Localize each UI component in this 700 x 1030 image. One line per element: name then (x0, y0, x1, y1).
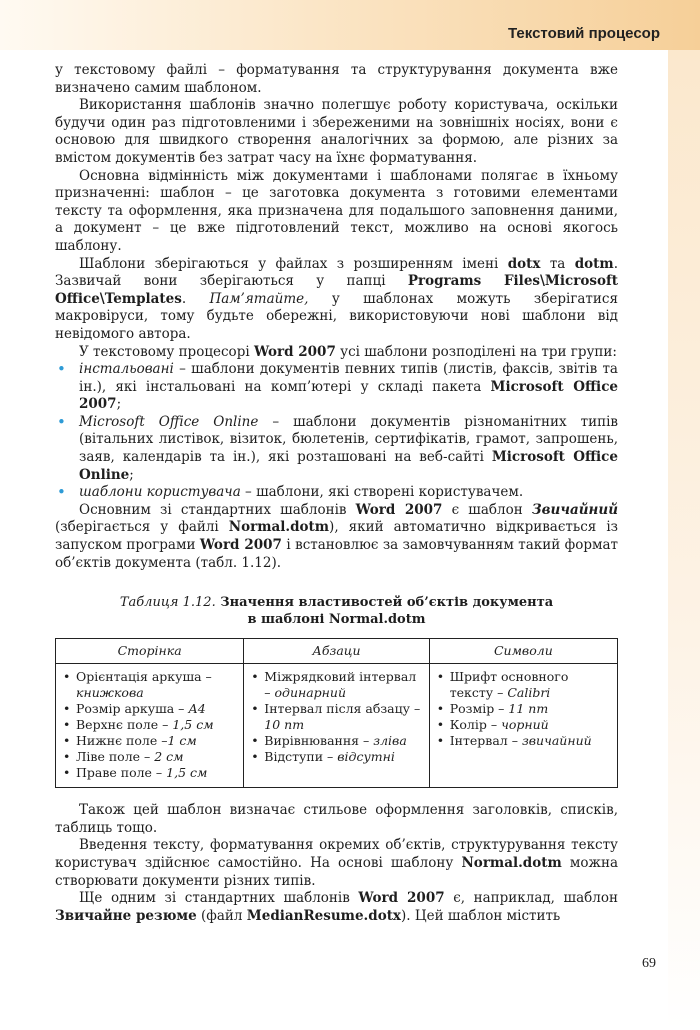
property-value: 1 см (167, 733, 197, 749)
property-value: 10 пт (264, 717, 305, 733)
list-item (55, 361, 618, 414)
bold-run: Звичайне резюме (55, 907, 197, 924)
bold-run: Normal.dotm (461, 855, 562, 871)
property-label: Нижнє поле – (76, 733, 168, 749)
property-value: 1,5 см (166, 765, 208, 781)
table-list-item (250, 733, 422, 749)
paragraph (55, 256, 618, 344)
table-header-cell: Сторінка (56, 639, 244, 664)
bold-run: Word 2007 (358, 890, 445, 907)
properties-table (55, 638, 618, 788)
property-label: Верхнє поле – (76, 717, 173, 733)
table-list-item (436, 717, 611, 733)
table-header-row (56, 639, 618, 664)
table-list-item (62, 717, 237, 733)
bold-run: Microsoft Office 2007 (79, 378, 618, 413)
property-value: 11 пт (508, 701, 549, 717)
property-label: Ліве поле – (76, 749, 155, 765)
text-run: – шаблони, які створені користувачем. (240, 484, 524, 501)
text-run: є, наприклад, шаблон (444, 890, 618, 907)
text-run: усі шаблони розподілені на три групи: (335, 343, 617, 360)
property-label: Міжрядковий інтервал – (264, 669, 417, 701)
italic-run: інстальовані (79, 361, 174, 378)
template-groups-list (55, 361, 618, 502)
table-list-item (250, 701, 422, 733)
table-row (56, 664, 618, 788)
table-cell-chars (429, 664, 617, 788)
text-run: ), який автоматично відкривається із запуском програми (55, 519, 618, 554)
bold-run: MedianResume.dotx (246, 907, 401, 924)
paragraph (55, 837, 618, 890)
text-run: – шаблони документів різноманітних типів (вітальних листівок, візиток, бюлетенів, сертифікатів, грамот, запрошень, заяв, календарів та ін.), які розташовані на веб-сайті (79, 413, 618, 466)
bold-run: Word 2007 (253, 343, 336, 360)
text-run: Основним зі стандартних шаблонів (79, 501, 356, 518)
text-run: Ще одним зі стандартних шаблонів (79, 890, 359, 907)
text-run: можна створювати документи різних типів. (55, 855, 618, 889)
bold-run: dotm (574, 255, 614, 272)
property-label: Орієнтація аркуша – (76, 669, 212, 685)
bold-italic-run: Звичайний (531, 501, 619, 518)
paragraph (55, 344, 618, 362)
paragraph: Основна відмінність між документами і шаблонами полягає в їхньому призначенні: шаблон – це заготовка документа з готовими елементами тексту та оформлення, яка призначена для подальшого заповнення даними, а документ – це вже підготовлений текст, можливо на основі якогось шаблону. (55, 167, 618, 254)
table-list-item (62, 749, 237, 765)
text-run: ; (129, 466, 134, 483)
table-header-cell: Абзаци (244, 639, 429, 664)
table-cell-page (56, 664, 244, 788)
table-list-item (250, 669, 422, 701)
table-number: Таблиця 1.12. (119, 595, 216, 611)
table-title-line2: в шаблоні Normal.dotm (247, 612, 426, 628)
table-title: Значення властивостей об’єктів документа (215, 595, 554, 611)
bold-run: Word 2007 (199, 537, 282, 554)
text-run: Введення тексту, форматування окремих об’єктів, структурування тексту користувач здійснює самостійно. На основі шаблону (55, 837, 618, 871)
property-value: 2 см (154, 749, 184, 765)
property-label: Відступи – (264, 749, 338, 765)
table-list-item (250, 749, 422, 765)
property-value: А4 (188, 701, 206, 717)
text-run: ). Цей шаблон містить (401, 907, 561, 924)
property-value: зліва (373, 733, 407, 749)
table-cell-paragraph (244, 664, 429, 788)
property-label: Вирівнювання – (264, 733, 374, 749)
paragraph (55, 890, 618, 925)
text-run: У текстовому процесорі (79, 343, 254, 360)
text-run: . Зазвичай вони зберігаються у папці (55, 255, 618, 290)
table-list-item (436, 701, 611, 717)
text-run: Шаблони зберігаються у файлах з розширенням імені (79, 255, 508, 272)
property-label: Колір – (449, 717, 502, 733)
paragraph (55, 502, 618, 572)
italic-run: Microsoft Office Online (79, 413, 259, 430)
page-number: 69 (642, 956, 656, 971)
property-label: Шрифт основного тексту – (449, 669, 569, 701)
list-item (55, 414, 618, 484)
text-run: у шаблонах можуть зберігатися макровіруси, тому будьте обережні, використовуючи нові шаблони від невідомого автора. (55, 290, 618, 342)
property-value: Calibri (507, 685, 551, 701)
text-run: (файл (196, 907, 247, 924)
property-label: Інтервал – (449, 733, 522, 749)
property-value: книжкова (76, 685, 144, 701)
list-item (55, 484, 618, 502)
side-decor-strip (668, 50, 700, 1030)
property-label: Розмір – (449, 701, 509, 717)
bold-run: Microsoft Office Online (79, 449, 618, 483)
table-list-item (62, 701, 237, 717)
bold-run: Programs Files\Microsoft Office\Templates (55, 273, 618, 307)
paragraph: Використання шаблонів значно полегшує роботу користувача, оскільки будучи один раз підготовленими і збереженими на зовнішніх носіях, вони є основою для швидкого створення аналогічних за формою, але різних за вмістом документів без затрат часу на їхнє форматування. (55, 97, 618, 166)
text-run: ; (116, 396, 122, 413)
text-run: . (181, 290, 210, 307)
property-label: Інтервал після абзацу – (264, 701, 421, 717)
table-list-item (436, 669, 611, 701)
italic-run: Пам’ятайте, (209, 290, 309, 307)
text-run: (зберігається у файлі (55, 519, 229, 536)
paragraph: Також цей шаблон визначає стильове оформлення заголовків, списків, таблиць тощо. (55, 802, 618, 836)
page-content (55, 62, 618, 925)
section-title: Текстовий процесор (508, 25, 660, 42)
table-list-item (436, 733, 611, 749)
property-value: відсутні (337, 749, 395, 765)
italic-run: шаблони користувача (79, 484, 241, 501)
text-run: та (540, 255, 575, 272)
property-value: 1,5 см (172, 717, 214, 733)
table-caption (55, 594, 618, 628)
bold-run: dotx (507, 255, 541, 272)
property-value: звичайний (521, 733, 592, 749)
bold-run: Normal.dotm (228, 519, 330, 536)
bold-run: Word 2007 (355, 501, 443, 518)
text-run: є шаблон (442, 501, 532, 518)
text-run: і встановлює за замовчуванням такий формат об’єктів документа (табл. 1.12). (55, 537, 618, 571)
property-label: Праве поле – (76, 765, 167, 781)
table-header-cell: Символи (429, 639, 617, 664)
paragraph: у текстовому файлі – форматування та структурування документа вже визначено самим шаблоном. (55, 62, 618, 96)
property-label: Розмір аркуша – (76, 701, 189, 717)
text-run: – шаблони документів певних типів (листів, факсів, звітів та ін.), які інстальовані на комп’ютері у складі пакета (79, 361, 618, 395)
table-list-item (62, 765, 237, 781)
table-list-item (62, 669, 237, 701)
table-list-item (62, 733, 237, 749)
property-value: одинарний (274, 685, 347, 701)
property-value: чорний (501, 717, 549, 733)
